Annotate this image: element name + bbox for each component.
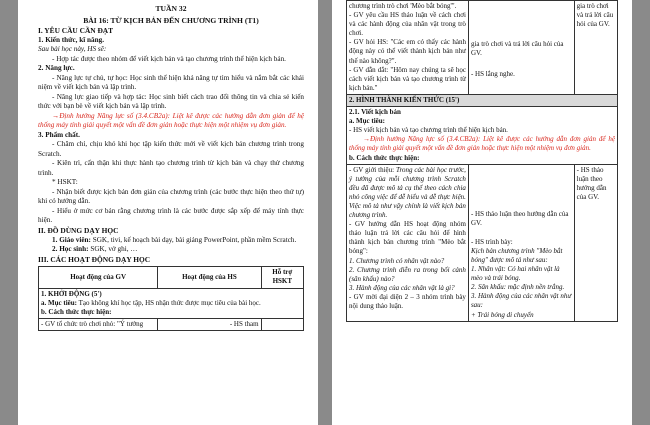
- activity-table: [38, 266, 304, 331]
- paragraph: [41, 299, 301, 308]
- row-heading: 1. KHỞI ĐỘNG (5'): [41, 289, 102, 298]
- paragraph: - Hiểu ở mức cơ bản rằng chương trình là các bước được sắp xếp để máy tính thực hiện.: [38, 206, 304, 225]
- table-row: [39, 288, 304, 318]
- week-heading: TUẦN 32: [155, 4, 187, 13]
- paragraph: gia trò chơi và trả lời câu hỏi của GV.: [470, 40, 564, 58]
- paragraph: [349, 166, 466, 221]
- text: - GV giới thiệu:: [349, 165, 396, 174]
- question: 3. Hành động của các nhân vật là gì?: [349, 283, 455, 292]
- lesson-title: BÀI 16: TỪ KỊCH BẢN ĐẾN CHƯƠNG TRÌNH (T1): [83, 16, 259, 26]
- paragraph: - GV hướng dẫn HS hoạt động nhóm thảo luận trả lời các câu hỏi để hình thành kịch bản chương trình "Mèo bắt bóng":: [349, 220, 466, 256]
- answer: + Trái bóng di chuyển: [470, 310, 534, 319]
- digital-competency-note: →Định hướng Năng lực số (3.4.CB2a): Liệt kê được các hướng dẫn đơn giản để hệ thống máy tính giải quyết một vấn đề đơn giản hoặc thực hiện một nhiệm vụ đơn giản.: [349, 135, 615, 153]
- column-header: Hỗ trợ HSKT: [261, 267, 303, 288]
- paragraph: - Năng lực giao tiếp và hợp tác: Học sinh biết cách trao đổi thông tin và chia sẻ kiến thức với bạn bè về viết kịch bản và lập trình.: [38, 92, 304, 111]
- table-cell: [468, 1, 574, 95]
- paragraph: [38, 245, 304, 255]
- subsection-heading: 1. Kiến thức, kĩ năng.: [38, 35, 105, 44]
- paragraph: - Kiên trì, cẩn thận khi thực hành tạo chương trình từ kịch bản và chạy thử chương trình.: [38, 159, 304, 177]
- question: 2. Chương trình diễn ra trong bối cảnh (sân khấu) nào?: [349, 265, 466, 283]
- table-cell: - GV tổ chức trò chơi nhỏ: "Ý tưởng: [39, 318, 158, 330]
- table-cell: [39, 288, 304, 318]
- activity-table-continued: [346, 0, 618, 322]
- subsection-heading: 3. Phẩm chất.: [38, 130, 80, 139]
- table-cell: [347, 164, 469, 321]
- table-row: [347, 107, 618, 165]
- section-heading: III. CÁC HOẠT ĐỘNG DẠY HỌC: [38, 254, 151, 264]
- paragraph: - GV hỏi HS: "Các em có thấy các hành động này có thể viết thành kịch bản như thế nào không?".: [349, 38, 466, 65]
- column-header: Hoạt động của HS: [158, 267, 261, 288]
- paragraph: - GV mời đại diện 2 – 3 nhóm trình bày nội dung thảo luận.: [349, 292, 466, 310]
- text: Tạo không khí học tập, HS nhận thức được mục tiêu của bài học.: [76, 298, 261, 307]
- label: 2. Học sinh:: [52, 245, 89, 254]
- section-heading: I. YÊU CẦU CẦN ĐẠT: [38, 26, 114, 36]
- paragraph: - HS viết kịch bản và tạo chương trình thể hiện kịch bản.: [349, 126, 508, 135]
- table-row: [39, 318, 304, 330]
- table-cell: - HS thảo luận theo hướng dẫn của GV.: [574, 164, 617, 321]
- digital-competency-note: →Định hướng Năng lực số (3.4.CB2a): Liệt kê được các hướng dẫn đơn giản để hệ thống máy tính giải quyết một vấn đề đơn giản hoặc thực hiện một nhiệm vụ đơn giản.: [38, 111, 304, 130]
- paragraph: - GV dẫn dắt: "Hôm nay chúng ta sẽ học cách viết kịch bản và tạo chương trình từ kịch bản.": [349, 65, 466, 92]
- section-heading: II. ĐỒ DÙNG DẠY HỌC: [38, 225, 119, 235]
- paragraph: Sau bài học này, HS sẽ:: [38, 45, 107, 54]
- paragraph: [38, 236, 304, 246]
- row-heading: a. Mục tiêu:: [349, 117, 385, 126]
- table-row: [347, 94, 618, 106]
- table-cell: - HS tham: [158, 318, 261, 330]
- answer: 3. Hành động của các nhân vật như sau:: [470, 292, 572, 310]
- paragraph: Kịch bản chương trình "Mèo bắt bóng" được mô tả như sau:: [470, 246, 563, 264]
- answer: 2. Sân khấu: mặc định nền trắng.: [470, 283, 565, 292]
- text: SGK, vở ghi, …: [88, 245, 138, 254]
- paragraph: - Năng lực tự chủ, tự học: Học sinh thể hiện khả năng tự tìm hiểu và nắm bắt các khái niệm về viết kịch bản và lập trình.: [38, 73, 304, 92]
- table-header-row: [39, 267, 304, 288]
- table-cell: gia trò chơi và trả lời câu hỏi của GV.: [574, 1, 617, 95]
- table-cell: [347, 107, 618, 165]
- text: SGK, tivi, kế hoạch bài dạy, bài giảng PowerPoint, phần mềm Scratch.: [90, 235, 297, 244]
- label: a. Mục tiêu:: [41, 298, 77, 307]
- table-cell: [468, 164, 574, 321]
- paragraph: - Chăm chỉ, chịu khó khi học tập kiến thức mới về viết kịch bản chương trình trong Scratch.: [38, 140, 304, 158]
- column-header: Hoạt động của GV: [39, 267, 158, 288]
- label: 1. Giáo viên:: [52, 235, 91, 244]
- table-row: [347, 1, 618, 95]
- paragraph: - Nhận biết được kịch bản đơn giản của chương trình (các bước thực hiện theo thứ tự) khi có hướng dẫn.: [38, 187, 304, 206]
- section-row: 2. HÌNH THÀNH KIẾN THỨC (15'): [347, 94, 618, 106]
- paragraph: - HS lắng nghe.: [470, 70, 515, 79]
- hskt-heading: * HSKT:: [52, 178, 78, 187]
- paragraph: chương trình trò chơi 'Mèo bắt bóng'".: [349, 2, 457, 10]
- table-row: [347, 164, 618, 321]
- row-heading: 2.1. Viết kịch bản: [349, 108, 401, 117]
- row-heading: b. Cách thức thực hiện:: [349, 153, 420, 162]
- row-heading: b. Cách thức thực hiện:: [41, 307, 112, 316]
- question: 1. Chương trình có nhân vật nào?: [349, 256, 445, 265]
- paragraph: - HS trình bày:: [470, 237, 513, 246]
- document-page-left: [18, 0, 318, 425]
- text: Trong các bài học trước, ý tưởng của mỗi chương trình Scratch đều đã được mô tả cụ thể theo cách chia nhỏ công việc để dễ hiểu và dễ thực hiện. Việc mô tả như vậy chính là viết kịch bản chương trình.: [349, 165, 466, 220]
- paragraph: - GV yêu cầu HS thảo luận về cách chơi và các hành động của nhân vật trong trò chơi.: [349, 11, 466, 38]
- table-cell: [347, 1, 469, 95]
- subsection-heading: 2. Năng lực.: [38, 64, 75, 73]
- paragraph: - HS thảo luận theo hướng dẫn của GV.: [470, 209, 569, 227]
- paragraph: - Hợp tác được theo nhóm để viết kịch bản và tạo chương trình thể hiện kịch bản.: [52, 54, 286, 63]
- answer: 1. Nhân vật: Có hai nhân vật là mèo và trái bóng.: [470, 265, 560, 283]
- table-cell: [261, 318, 303, 330]
- document-page-right: [332, 0, 632, 425]
